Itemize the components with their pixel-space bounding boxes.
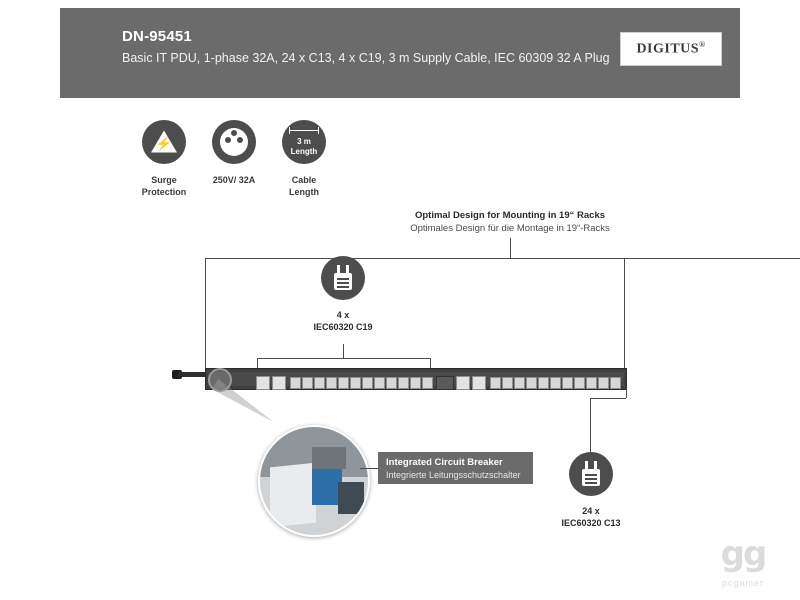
outlet-c13 xyxy=(610,377,621,389)
ruler-badge-line2: Length xyxy=(290,147,318,156)
c13-leader-stem xyxy=(590,398,591,452)
outlet-c13 xyxy=(514,377,525,389)
outlet-c13 xyxy=(502,377,513,389)
pdu-strip xyxy=(205,368,627,390)
breaker-callout-en: Integrated Circuit Breaker xyxy=(386,457,503,468)
lightning-bolt-icon: ⚡ xyxy=(155,136,173,152)
ruler-tick-right xyxy=(318,127,319,134)
rack-callout xyxy=(380,210,640,234)
detail-shadow xyxy=(338,482,364,514)
c19-slot-1 xyxy=(337,278,349,280)
rack-leader-left xyxy=(205,258,206,368)
rack-callout-de: Optimales Design für die Montage in 19“-Racks xyxy=(410,223,610,234)
c19-leader-bar xyxy=(257,358,430,359)
magnifier-detail-view xyxy=(258,425,370,537)
c19-plug-shape xyxy=(332,264,354,292)
breaker-leader xyxy=(360,468,378,469)
c13-connector-icon xyxy=(569,452,613,496)
outlet-c13 xyxy=(550,377,561,389)
c13-slot-2 xyxy=(585,478,597,480)
outlet-c13 xyxy=(338,377,349,389)
c13-plug-shape xyxy=(580,460,602,488)
outlet-c13 xyxy=(422,377,433,389)
outlet-c13 xyxy=(598,377,609,389)
ruler-tick-left xyxy=(289,127,290,134)
c19-count: 4 x xyxy=(336,310,350,320)
brand-registered-mark: ® xyxy=(699,40,706,49)
outlet-c13 xyxy=(374,377,385,389)
plug-pin-right xyxy=(237,137,243,143)
feature-surge-line2: Protection xyxy=(141,187,187,197)
watermark xyxy=(700,534,786,590)
outlet-c19 xyxy=(256,376,270,390)
page-title: DN-95451 xyxy=(122,28,192,45)
c13-slot-3 xyxy=(585,482,597,484)
c19-leader-stem xyxy=(343,344,344,358)
feature-voltage-line1: 250V/ 32A xyxy=(212,175,256,185)
c19-slot-3 xyxy=(337,286,349,288)
watermark-logo: gg xyxy=(720,534,766,574)
c13-leader-strip xyxy=(626,388,627,398)
product-description: Basic IT PDU, 1-phase 32A, 24 x C13, 4 x C19, 3 m Supply Cable, IEC 60309 32 A Plug xyxy=(122,51,610,65)
feature-cable-line2: Length xyxy=(289,187,319,197)
ruler-badge-line1: 3 m xyxy=(297,137,311,146)
breaker-callout-box xyxy=(378,452,533,484)
c13-slot-1 xyxy=(585,474,597,476)
c19-leader-left xyxy=(257,358,258,368)
c19-leader-right xyxy=(430,358,431,368)
watermark-text: pcgamer xyxy=(721,578,764,588)
outlet-c13 xyxy=(586,377,597,389)
power-plug-icon xyxy=(212,120,256,164)
breaker-callout-de: Integrierte Leitungsschutzschalter xyxy=(386,470,521,480)
c13-label xyxy=(543,505,639,529)
c13-type: IEC60320 C13 xyxy=(561,518,621,528)
c19-label xyxy=(295,309,391,333)
ruler-line xyxy=(289,130,319,131)
outlet-c13 xyxy=(562,377,573,389)
outlet-c19 xyxy=(272,376,286,390)
detail-bracket xyxy=(312,447,346,469)
outlet-c13 xyxy=(398,377,409,389)
brand-name: DIGITUS xyxy=(636,41,700,57)
brand-logo xyxy=(620,32,722,66)
outlet-c13 xyxy=(314,377,325,389)
brand-logo-text xyxy=(621,40,721,58)
rack-leader-right xyxy=(624,258,625,368)
pdu-strip-face xyxy=(208,372,624,386)
c19-connector-icon xyxy=(321,256,365,300)
ruler-shape xyxy=(287,127,321,157)
feature-cable-line1: Cable xyxy=(291,175,317,185)
feature-cable-label xyxy=(256,174,352,198)
plug-earth-pin xyxy=(231,130,237,136)
detail-breaker-housing xyxy=(270,463,316,528)
plug-pin-left xyxy=(225,137,231,143)
rack-leader-stem xyxy=(510,238,511,258)
circuit-breaker-module xyxy=(436,376,454,390)
c19-type: IEC60320 C19 xyxy=(313,322,373,332)
outlet-c13 xyxy=(386,377,397,389)
outlet-c13 xyxy=(326,377,337,389)
outlet-c13 xyxy=(574,377,585,389)
outlet-c13 xyxy=(362,377,373,389)
outlet-c13 xyxy=(302,377,313,389)
cable-length-icon xyxy=(282,120,326,164)
outlet-c13 xyxy=(290,377,301,389)
magnifier-source-marker xyxy=(208,368,232,392)
outlet-c19 xyxy=(456,376,470,390)
outlet-c13 xyxy=(410,377,421,389)
c19-slot-2 xyxy=(337,282,349,284)
surge-protection-icon xyxy=(142,120,186,164)
c13-callout xyxy=(543,452,639,529)
rack-callout-en: Optimal Design for Mounting in 19“ Racks xyxy=(414,210,606,221)
feature-surge-line1: Surge xyxy=(151,175,177,185)
outlet-c13 xyxy=(350,377,361,389)
outlet-c13 xyxy=(526,377,537,389)
c19-callout xyxy=(295,256,391,333)
outlet-c13 xyxy=(490,377,501,389)
ruler-badge xyxy=(287,137,321,157)
outlet-c13 xyxy=(538,377,549,389)
feature-cable-length xyxy=(256,120,352,198)
plug-face-shape xyxy=(220,128,248,156)
supply-cable xyxy=(178,372,208,377)
c13-count: 24 x xyxy=(582,506,600,516)
outlet-c19 xyxy=(472,376,486,390)
c13-leader-top xyxy=(590,398,626,399)
header-banner xyxy=(60,8,740,98)
